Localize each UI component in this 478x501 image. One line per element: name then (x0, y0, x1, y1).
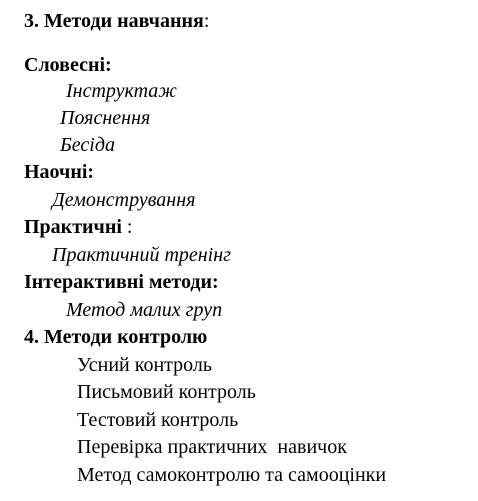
section-3-heading-colon: : (203, 10, 210, 32)
control-item-practical-skills: Перевірка практичних навичок (77, 436, 347, 458)
visual-methods-label: Наочні: (24, 161, 95, 183)
control-item-oral: Усний контроль (77, 354, 212, 376)
interactive-item-small-groups: Метод малих груп (66, 299, 223, 321)
interactive-methods-label: Інтерактивні методи: (24, 271, 219, 293)
practical-methods-label-colon: : (121, 216, 133, 238)
control-item-written: Письмовий контроль (77, 381, 256, 403)
verbal-item-instruction: Інструктаж (66, 80, 177, 102)
section-3-heading-text: 3. Методи навчання (24, 10, 204, 32)
verbal-methods-label: Словесні: (24, 54, 112, 76)
section-4-heading: 4. Методи контролю (24, 326, 208, 348)
verbal-item-conversation: Бесіда (60, 134, 115, 156)
practical-methods-label (24, 215, 132, 239)
verbal-item-explanation: Пояснення (60, 107, 151, 129)
control-item-test: Тестовий контроль (77, 409, 239, 431)
control-item-self-assessment: Метод самоконтролю та самооцінки (77, 464, 387, 486)
section-3-heading (24, 9, 209, 33)
practical-methods-label-text: Практичні (24, 216, 122, 238)
visual-item-demonstration: Демонстрування (52, 189, 196, 211)
practical-item-training: Практичний тренінг (52, 244, 231, 266)
